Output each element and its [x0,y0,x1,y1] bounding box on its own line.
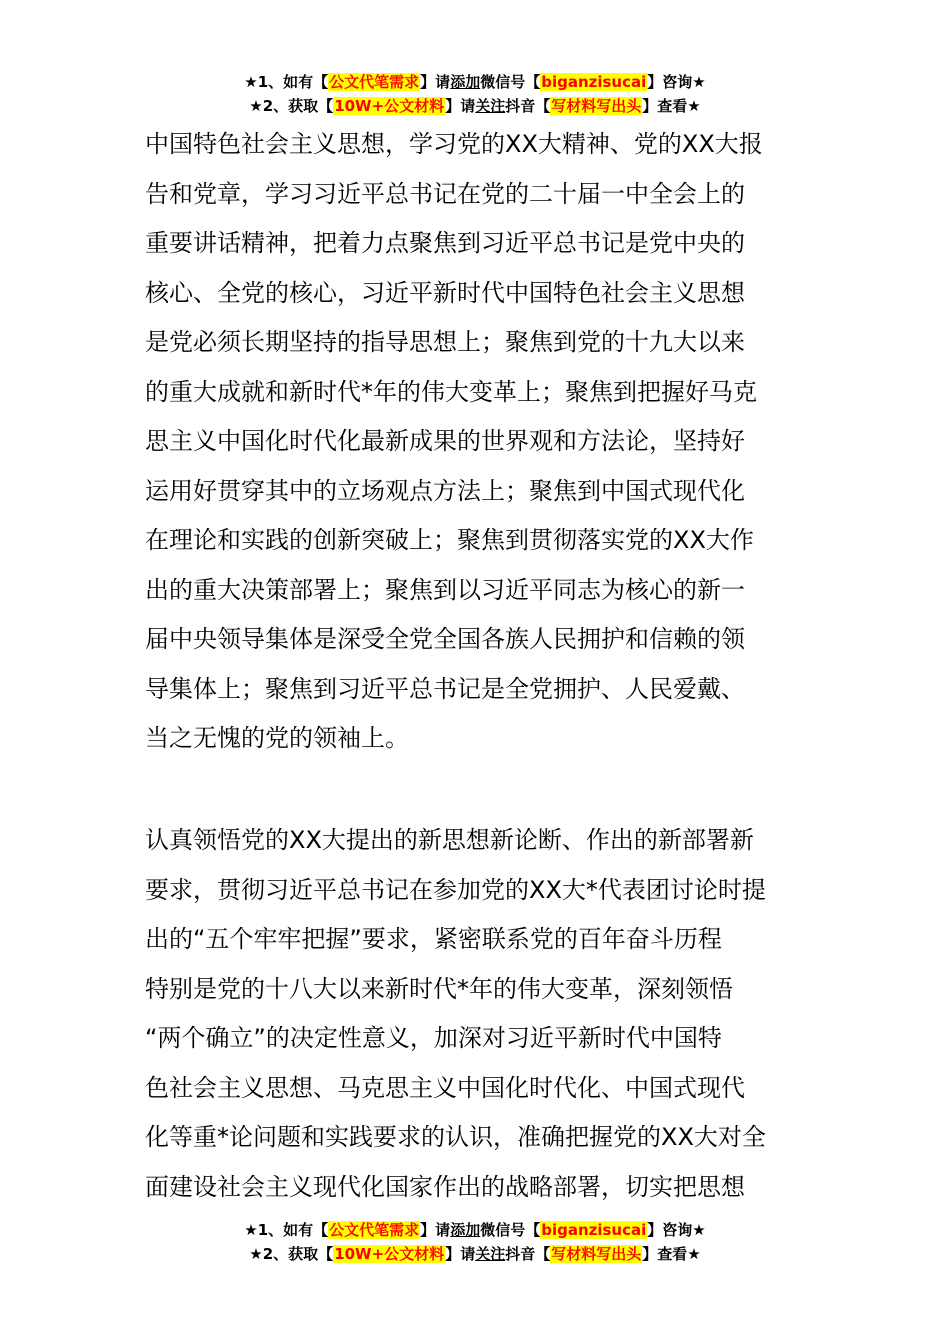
banner-text: ★1、如有【 [244,73,329,91]
banner-text: ★1、如有【 [244,1221,329,1239]
text-line: 色社会主义思想、马克思主义中国化时代化、中国式现代 [145,1073,745,1102]
banner-line-1 [0,70,950,94]
banner-text: 】请 [420,1221,451,1239]
highlight-text: 10W+公文材料 [334,1245,445,1263]
banner-text: 】查看★ [642,1245,701,1263]
paragraph-2 [145,816,810,1212]
text-line: 的重大成就和新时代*年的伟大变革上；聚焦到把握好马克 [145,377,757,406]
banner-text: 】查看★ [642,97,701,115]
highlight-text: 公文代笔需求 [329,1221,420,1239]
highlight-text: biganzisucai [541,73,647,91]
banner-text: 】咨询★ [647,1221,706,1239]
banner-text: 】请 [445,1245,476,1263]
banner-text: 】请 [420,73,451,91]
text-line: 是党必须长期坚持的指导思想上；聚焦到党的十九大以来 [145,328,745,356]
banner-line-2 [0,1242,950,1266]
text-line: 出的“五个牢牢把握”要求，紧密联系党的百年奋斗历程 [145,925,722,953]
highlight-text: 10W+公文材料 [334,97,445,115]
text-line: “两个确立”的决定性意义，加深对习近平新时代中国特 [145,1024,722,1052]
banner-text: 微信号【 [480,73,541,91]
text-line: 核心、全党的核心，习近平新时代中国特色社会主义思想 [145,278,745,307]
banner-text: 微信号【 [480,1221,541,1239]
banner-text: ★2、获取【 [249,1245,334,1263]
paragraph-1 [145,120,810,764]
text-line: 当之无愧的党的领袖上。 [145,724,409,752]
text-line: 告和党章，学习习近平总书记在党的二十届一中全会上的 [145,179,745,208]
banner-text: ★2、获取【 [249,97,334,115]
underlined-text: 添加 [450,73,481,91]
text-line: 化等重*论问题和实践要求的认识，准确把握党的XX大对全 [145,1123,766,1151]
text-line: 在理论和实践的创新突破上；聚焦到贯彻落实党的XX大作 [145,526,754,554]
banner-line-1 [0,1218,950,1242]
highlight-text: 公文代笔需求 [329,73,420,91]
text-line: 导集体上；聚焦到习近平总书记是全党拥护、人民爱戴、 [145,674,745,703]
text-line: 出的重大决策部署上；聚焦到以习近平同志为核心的新一 [145,575,745,604]
text-line: 重要讲话精神，把着力点聚焦到习近平总书记是党中央的 [145,229,745,257]
footer-banner [0,1218,950,1266]
banner-text: 】咨询★ [647,73,706,91]
text-line: 运用好贯穿其中的立场观点方法上；聚焦到中国式现代化 [145,476,745,505]
highlight-text: biganzisucai [541,1221,647,1239]
text-line: 认真领悟党的XX大提出的新思想新论断、作出的新部署新 [145,826,754,854]
underlined-text: 关注 [475,1245,506,1263]
text-line: 思主义中国化时代化最新成果的世界观和方法论，坚持好 [145,427,745,455]
highlight-text: 写材料写出头 [551,1245,642,1263]
underlined-text: 关注 [475,97,506,115]
text-line: 特别是党的十八大以来新时代*年的伟大变革，深刻领悟 [145,974,733,1003]
text-line: 面建设社会主义现代化国家作出的战略部署，切实把思想 [145,1172,745,1201]
highlight-text: 写材料写出头 [551,97,642,115]
banner-text: 抖音【 [505,1245,551,1263]
text-line: 要求，贯彻习近平总书记在参加党的XX大*代表团讨论时提 [145,875,766,904]
text-line: 中国特色社会主义思想，学习党的XX大精神、党的XX大报 [145,130,763,158]
banner-text: 】请 [445,97,476,115]
banner-line-2 [0,94,950,118]
banner-text: 抖音【 [505,97,551,115]
header-banner [0,70,950,118]
underlined-text: 添加 [450,1221,481,1239]
text-line: 届中央领导集体是深受全党全国各族人民拥护和信赖的领 [145,625,745,653]
